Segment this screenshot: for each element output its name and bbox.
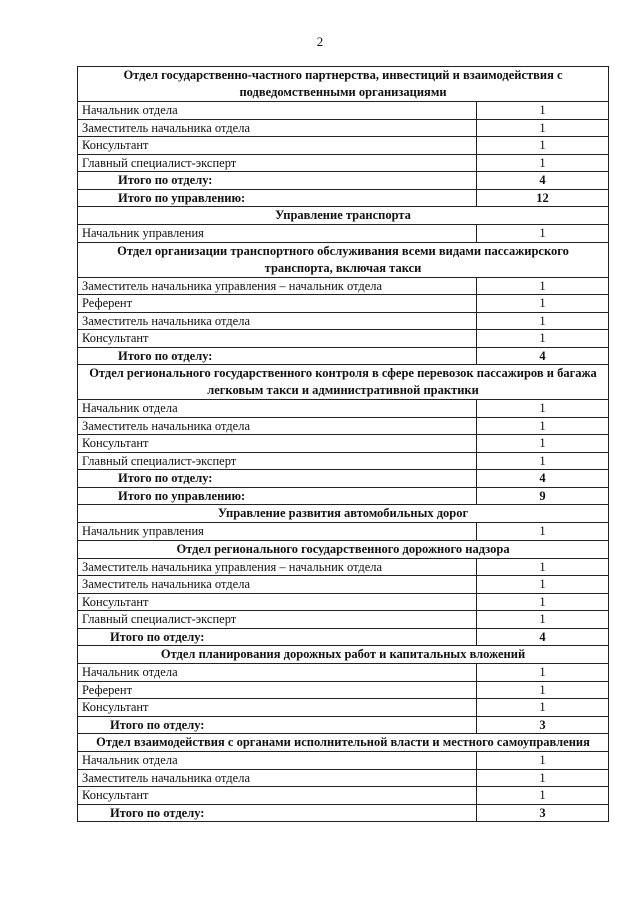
position-title: Главный специалист-эксперт	[78, 154, 477, 172]
position-title: Консультант	[78, 137, 477, 155]
position-title: Начальник управления	[78, 225, 477, 243]
total-count: 4	[477, 347, 609, 365]
section-header-row	[78, 365, 609, 400]
position-row	[78, 769, 609, 787]
position-count: 1	[477, 102, 609, 120]
position-title: Консультант	[78, 699, 477, 717]
position-title: Заместитель начальника управления – начальник отдела	[78, 558, 477, 576]
total-row	[78, 172, 609, 190]
total-count: 4	[477, 628, 609, 646]
section-header: Отдел взаимодействия с органами исполнительной власти и местного самоуправления	[78, 734, 609, 752]
position-title: Начальник управления	[78, 523, 477, 541]
total-row	[78, 628, 609, 646]
position-count: 1	[477, 154, 609, 172]
position-row	[78, 611, 609, 629]
position-row	[78, 295, 609, 313]
position-title: Референт	[78, 295, 477, 313]
position-count: 1	[477, 699, 609, 717]
position-row	[78, 523, 609, 541]
position-count: 1	[477, 558, 609, 576]
section-header: Отдел организации транспортного обслуживания всеми видами пассажирского транспорта, включая такси	[78, 242, 609, 277]
position-count: 1	[477, 576, 609, 594]
position-row	[78, 154, 609, 172]
position-row	[78, 593, 609, 611]
position-title: Начальник отдела	[78, 752, 477, 770]
section-header: Отдел регионального государственного контроля в сфере перевозок пассажиров и багажа легковым такси и административной практики	[78, 365, 609, 400]
position-title: Начальник отдела	[78, 664, 477, 682]
position-row	[78, 312, 609, 330]
section-header-row	[78, 734, 609, 752]
position-title: Начальник отдела	[78, 102, 477, 120]
position-row	[78, 400, 609, 418]
total-row	[78, 487, 609, 505]
section-header: Отдел регионального государственного дорожного надзора	[78, 540, 609, 558]
position-row	[78, 558, 609, 576]
section-header-row	[78, 646, 609, 664]
position-row	[78, 452, 609, 470]
total-row	[78, 716, 609, 734]
position-row	[78, 119, 609, 137]
total-row	[78, 470, 609, 488]
position-count: 1	[477, 400, 609, 418]
position-count: 1	[477, 752, 609, 770]
position-count: 1	[477, 137, 609, 155]
total-label: Итого по отделу:	[78, 470, 477, 488]
position-count: 1	[477, 295, 609, 313]
position-title: Заместитель начальника отдела	[78, 312, 477, 330]
section-header: Управление транспорта	[78, 207, 609, 225]
position-count: 1	[477, 119, 609, 137]
section-header-row	[78, 242, 609, 277]
staffing-table	[77, 66, 609, 822]
position-count: 1	[477, 593, 609, 611]
position-title: Заместитель начальника отдела	[78, 576, 477, 594]
position-row	[78, 664, 609, 682]
total-label: Итого по отделу:	[78, 172, 477, 190]
position-count: 1	[477, 417, 609, 435]
section-header: Управление развития автомобильных дорог	[78, 505, 609, 523]
position-count: 1	[477, 330, 609, 348]
page-number: 2	[316, 34, 324, 49]
position-row	[78, 681, 609, 699]
position-count: 1	[477, 452, 609, 470]
position-row	[78, 699, 609, 717]
position-count: 1	[477, 435, 609, 453]
total-count: 4	[477, 172, 609, 190]
position-count: 1	[477, 769, 609, 787]
position-title: Консультант	[78, 787, 477, 805]
position-count: 1	[477, 523, 609, 541]
total-label: Итого по отделу:	[78, 628, 477, 646]
total-label: Итого по отделу:	[78, 716, 477, 734]
position-count: 1	[477, 681, 609, 699]
position-count: 1	[477, 664, 609, 682]
position-title: Главный специалист-эксперт	[78, 452, 477, 470]
position-row	[78, 576, 609, 594]
position-title: Главный специалист-эксперт	[78, 611, 477, 629]
section-header: Отдел планирования дорожных работ и капитальных вложений	[78, 646, 609, 664]
total-label: Итого по управлению:	[78, 487, 477, 505]
section-header-row	[78, 207, 609, 225]
total-count: 3	[477, 804, 609, 822]
position-row	[78, 277, 609, 295]
position-count: 1	[477, 312, 609, 330]
total-row	[78, 804, 609, 822]
position-row	[78, 787, 609, 805]
total-label: Итого по отделу:	[78, 804, 477, 822]
position-title: Консультант	[78, 330, 477, 348]
position-row	[78, 752, 609, 770]
position-title: Заместитель начальника отдела	[78, 769, 477, 787]
total-count: 4	[477, 470, 609, 488]
section-header-row	[78, 540, 609, 558]
position-title: Референт	[78, 681, 477, 699]
position-title: Заместитель начальника отдела	[78, 417, 477, 435]
position-title: Заместитель начальника отдела	[78, 119, 477, 137]
staffing-table-body	[78, 67, 609, 822]
position-row	[78, 417, 609, 435]
total-row	[78, 347, 609, 365]
section-header-row	[78, 505, 609, 523]
total-count: 12	[477, 189, 609, 207]
section-header: Отдел государственно-частного партнерства, инвестиций и взаимодействия с подведомственными организациями	[78, 67, 609, 102]
position-title: Начальник отдела	[78, 400, 477, 418]
position-count: 1	[477, 611, 609, 629]
position-count: 1	[477, 277, 609, 295]
position-row	[78, 137, 609, 155]
position-count: 1	[477, 787, 609, 805]
total-row	[78, 189, 609, 207]
section-header-row	[78, 67, 609, 102]
total-count: 3	[477, 716, 609, 734]
total-count: 9	[477, 487, 609, 505]
position-count: 1	[477, 225, 609, 243]
total-label: Итого по управлению:	[78, 189, 477, 207]
position-title: Консультант	[78, 593, 477, 611]
position-title: Консультант	[78, 435, 477, 453]
position-row	[78, 435, 609, 453]
position-title: Заместитель начальника управления – начальник отдела	[78, 277, 477, 295]
position-row	[78, 225, 609, 243]
position-row	[78, 330, 609, 348]
position-row	[78, 102, 609, 120]
total-label: Итого по отделу:	[78, 347, 477, 365]
